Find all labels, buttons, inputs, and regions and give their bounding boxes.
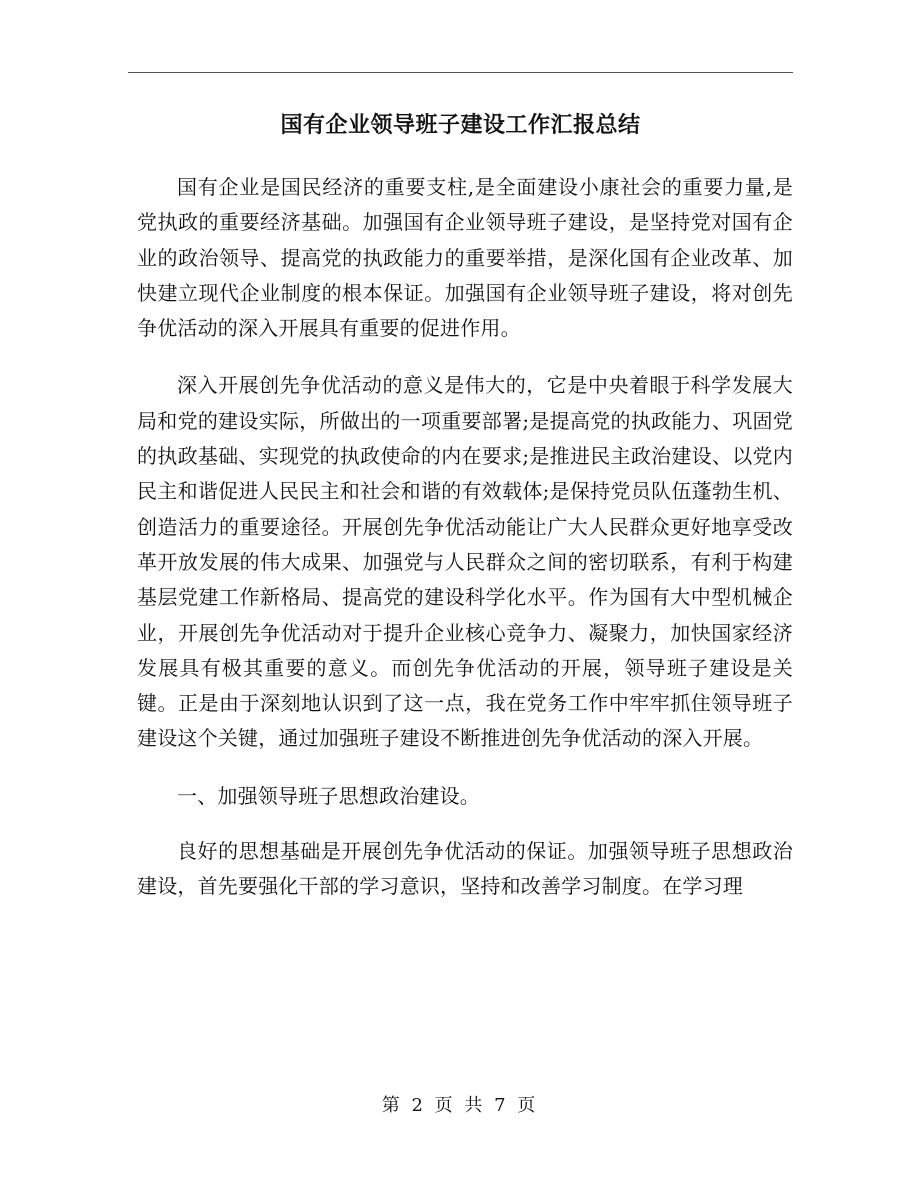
document-body [137,170,793,927]
document-title: 国有企业领导班子建设工作汇报总结 [280,113,641,138]
paragraph-section-1: 良好的思想基础是开展创先争优活动的保证。加强领导班子思想政治建设，首先要强化干部的学习意识，坚持和改善学习制度。在学习理 [137,839,793,899]
paragraph-significance: 深入开展创先争优活动的意义是伟大的，它是中央着眼于科学发展大局和党的建设实际，所做出的一项重要部署;是提高党的执政能力、巩固党的执政基础、实现党的执政使命的内在要求;是推进民主政治建设、以党内民主和谐促进人民民主和社会和谐的有效载体;是保持党员队伍蓬勃生机、创造活力的重要途径。开展创先争优活动能让广大人民群众更好地享受改革开放发展的伟大成果、加强党与人民群众之间的密切联系，有利于构建基层党建工作新格局、提高党的建设科学化水平。作为国有大中型机械企业，开展创先争优活动对于提升企业核心竞争力、凝聚力，加快国家经济发展具有极其重要的意义。而创先争优活动的开展，领导班子建设是关键。正是由于深刻地认识到了这一点，我在党务工作中牢牢抓住领导班子建设这个关键，通过加强班子建设不断推进创先争优活动的深入开展。 [137,373,793,751]
section-heading-1: 一、加强领导班子思想政治建设。 [177,783,480,808]
page-number-footer: 第 2 页 共 7 页 [381,1095,539,1116]
paragraph-intro: 国有企业是国民经济的重要支柱,是全面建设小康社会的重要力量,是党执政的重要经济基础。加强国有企业领导班子建设，是坚持党对国有企业的政治领导、提高党的执政能力的重要举措，是深化国有企业改革、加快建立现代企业制度的根本保证。加强国有企业领导班子建设，将对创先争优活动的深入开展具有重要的促进作用。 [137,175,793,341]
header-rule [128,72,793,73]
